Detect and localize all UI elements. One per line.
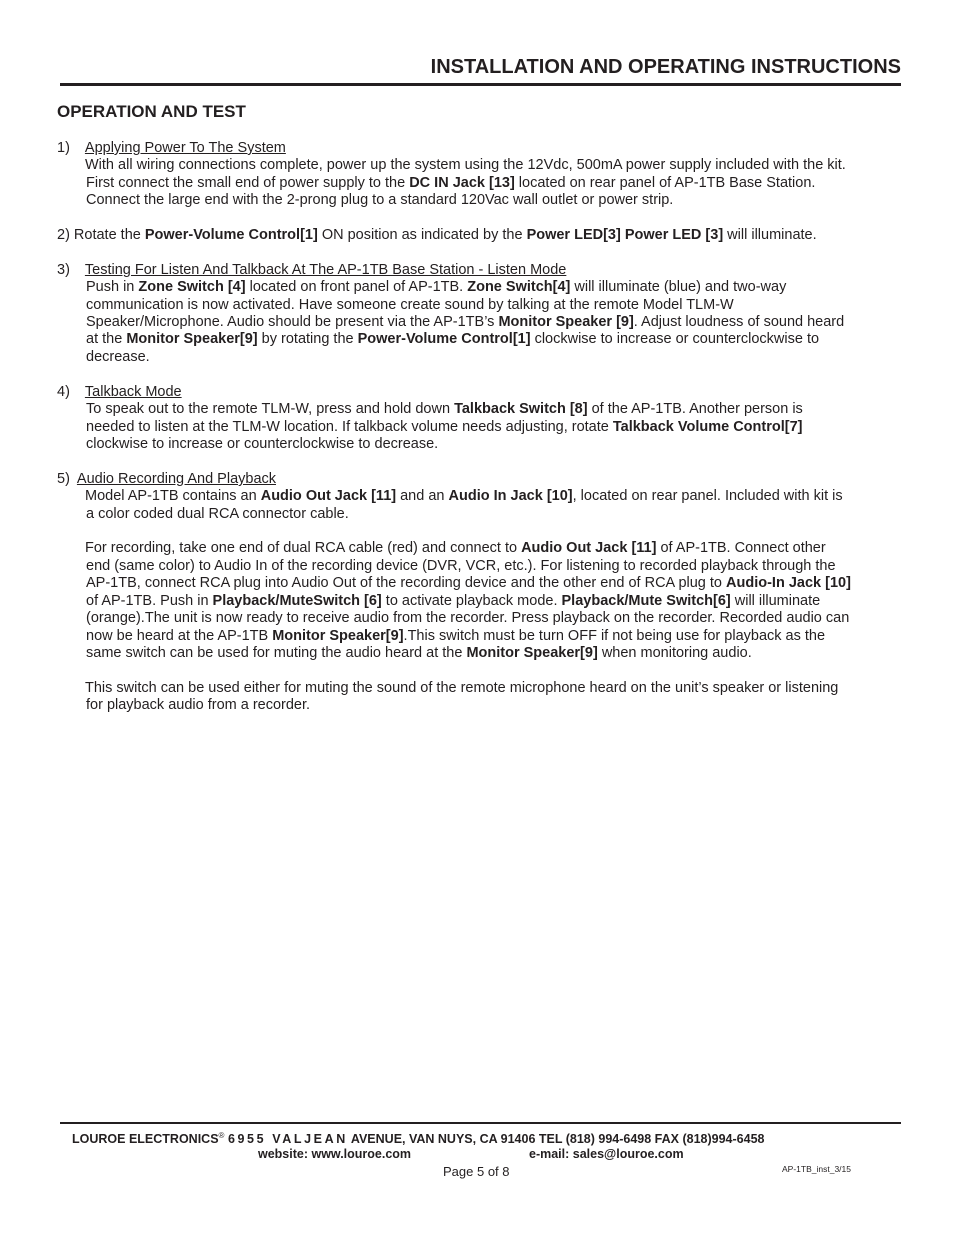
text: , located on rear panel. Included with kit is xyxy=(572,488,843,504)
text: located on front panel of AP-1TB. xyxy=(245,279,468,295)
footer-rule xyxy=(60,1122,901,1124)
step-5-para-2-line-5: (orange).The unit is now ready to receive audio from the recorder. Press playback on the recorder. Recorded audio can xyxy=(86,610,850,626)
dc-in-jack-ref: DC IN Jack [13] xyxy=(409,175,515,191)
step-5-para-2-line-4 xyxy=(86,593,820,610)
step-1-number: 1) xyxy=(57,140,70,156)
text: will illuminate xyxy=(730,593,821,609)
text: First connect the small end of power supply to the xyxy=(86,175,410,191)
address-contact: AVENUE, VAN NUYS, CA 91406 TEL (818) 994-6498 FAX (818)994-6458 xyxy=(350,1132,765,1147)
registered-mark: ® xyxy=(218,1131,225,1140)
step-2-line xyxy=(57,227,817,244)
text: AP-1TB, connect RCA plug into Audio Out of the recording device and the other end of RCA plug to xyxy=(86,575,727,591)
playback-mute-switch-ref: Playback/MuteSwitch [6] xyxy=(212,593,382,609)
step-3-line-1 xyxy=(86,279,786,296)
zone-switch-ref: Zone Switch [4] xyxy=(138,279,246,295)
zone-switch-ref: Zone Switch[4] xyxy=(467,279,571,295)
document-code: AP-1TB_inst_3/15 xyxy=(782,1164,851,1174)
footer-address-line xyxy=(72,1131,764,1146)
step-5-para-2-line-6 xyxy=(86,628,825,645)
step-1-line-2 xyxy=(86,175,815,192)
step-3-line-2: communication is now activated. Have someone create sound by talking at the remote Model TLM-W xyxy=(86,297,734,313)
text: Push in xyxy=(86,279,139,295)
step-5-para-3-line-1: This switch can be used either for muting the sound of the remote microphone heard on the unit’s speaker or listening xyxy=(85,680,839,696)
text: To speak out to the remote TLM-W, press and hold down xyxy=(86,401,455,417)
footer-email: e-mail: sales@louroe.com xyxy=(529,1147,684,1161)
step-3-line-3 xyxy=(86,314,844,331)
page-header-title: INSTALLATION AND OPERATING INSTRUCTIONS xyxy=(430,56,901,78)
step-1-heading xyxy=(57,140,286,157)
text: clockwise to increase or counterclockwise to xyxy=(530,331,820,347)
company-name: LOUROE ELECTRONICS xyxy=(72,1132,219,1147)
monitor-speaker-ref: Monitor Speaker[9] xyxy=(126,331,258,347)
text: located on rear panel of AP-1TB Base Station. xyxy=(514,175,816,191)
step-5-line-2: a color coded dual RCA connector cable. xyxy=(86,506,349,522)
step-4-line-3: clockwise to increase or counterclockwise to decrease. xyxy=(86,436,439,452)
text: Speaker/Microphone. Audio should be present via the AP-1TB’s xyxy=(86,314,499,330)
text: of the AP-1TB. Another person is xyxy=(587,401,803,417)
step-4-number: 4) xyxy=(57,384,70,400)
step-3-heading xyxy=(57,262,566,279)
step-4-line-1 xyxy=(86,401,803,418)
street-address: 6955 VALJEAN xyxy=(227,1132,348,1147)
step-1-line-1: With all wiring connections complete, power up the system using the 12Vdc, 500mA power supply included with the kit. xyxy=(85,157,846,173)
step-5-number: 5) xyxy=(57,471,70,487)
step-3-line-5: decrease. xyxy=(86,349,150,365)
monitor-speaker-ref: Monitor Speaker[9] xyxy=(272,628,404,644)
text: by rotating the xyxy=(257,331,358,347)
audio-out-jack-ref: Audio Out Jack [11] xyxy=(521,540,657,556)
text: .This switch must be turn OFF if not being use for playback as the xyxy=(403,628,826,644)
step-5-para-2-line-1 xyxy=(85,540,826,557)
step-4-title: Talkback Mode xyxy=(84,384,182,400)
step-4-heading xyxy=(57,384,182,401)
step-5-line-1 xyxy=(85,488,843,505)
audio-out-jack-ref: Audio Out Jack [11] xyxy=(260,488,397,504)
step-5-para-2-line-7 xyxy=(86,645,752,662)
step-3-title: Testing For Listen And Talkback At The AP-1TB Base Station - Listen Mode xyxy=(84,262,567,278)
header-rule xyxy=(60,83,901,86)
text: of AP-1TB. Push in xyxy=(86,593,213,609)
talkback-switch-ref: Talkback Switch [8] xyxy=(454,401,588,417)
text: will illuminate (blue) and two-way xyxy=(570,279,787,295)
text: ON position as indicated by the xyxy=(317,227,527,243)
talkback-volume-control-ref: Talkback Volume Control[7] xyxy=(612,419,803,435)
text: will illuminate. xyxy=(723,227,817,243)
text: when monitoring audio. xyxy=(597,645,752,661)
step-3-line-4 xyxy=(86,331,819,348)
section-title: OPERATION AND TEST xyxy=(57,102,246,121)
step-3-number: 3) xyxy=(57,262,70,278)
text: and an xyxy=(396,488,449,504)
step-5-para-3-line-2: for playback audio from a recorder. xyxy=(86,697,311,713)
step-5-para-2-line-2: end (same color) to Audio In of the recording device (DVR, VCR, etc.). For listening to recorded playback through the xyxy=(86,558,836,574)
text: . Adjust loudness of sound heard xyxy=(633,314,845,330)
text: needed to listen at the TLM-W location. If talkback volume needs adjusting, rotate xyxy=(86,419,613,435)
audio-in-jack-ref: Audio-In Jack [10] xyxy=(726,575,851,591)
power-volume-control-ref: Power-Volume Control[1] xyxy=(357,331,531,347)
power-volume-control-ref: Power-Volume Control[1] xyxy=(144,227,318,243)
text: 2) Rotate the xyxy=(57,227,145,243)
step-5-para-2-line-3 xyxy=(86,575,851,592)
text: For recording, take one end of dual RCA cable (red) and connect to xyxy=(85,540,522,556)
step-4-line-2 xyxy=(86,419,802,436)
page-number: Page 5 of 8 xyxy=(443,1164,510,1179)
text: at the xyxy=(86,331,127,347)
text: to activate playback mode. xyxy=(381,593,562,609)
power-led-ref: Power LED[3] Power LED [3] xyxy=(526,227,724,243)
playback-mute-switch-ref: Playback/Mute Switch[6] xyxy=(561,593,731,609)
monitor-speaker-ref: Monitor Speaker [9] xyxy=(498,314,634,330)
monitor-speaker-ref: Monitor Speaker[9] xyxy=(466,645,598,661)
step-5-heading xyxy=(57,471,276,488)
footer-website: website: www.louroe.com xyxy=(258,1147,412,1161)
text: of AP-1TB. Connect other xyxy=(656,540,826,556)
audio-in-jack-ref: Audio In Jack [10] xyxy=(448,488,573,504)
text: Model AP-1TB contains an xyxy=(85,488,261,504)
step-5-title: Audio Recording And Playback xyxy=(76,471,277,487)
text: now be heard at the AP-1TB xyxy=(86,628,273,644)
text: same switch can be used for muting the audio heard at the xyxy=(86,645,467,661)
step-1-title: Applying Power To The System xyxy=(84,140,286,156)
step-1-line-3: Connect the large end with the 2-prong plug to a standard 120Vac wall outlet or power strip. xyxy=(86,192,674,208)
